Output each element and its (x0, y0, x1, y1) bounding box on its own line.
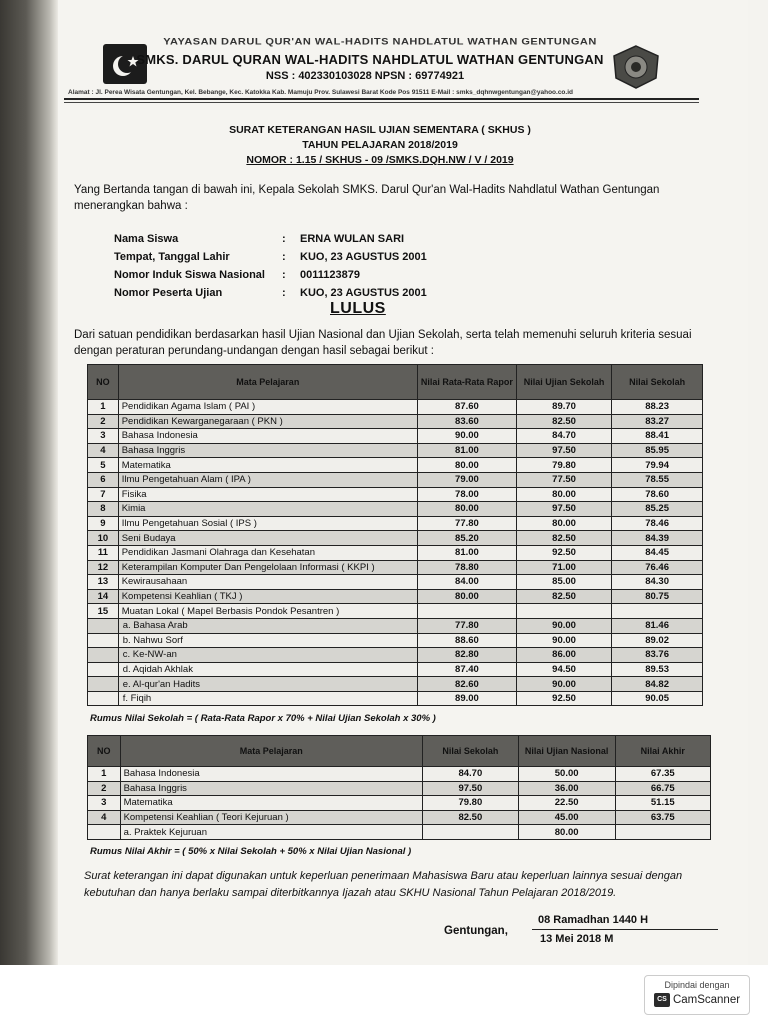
cell-subject: Pendidikan Jasmani Olahraga dan Kesehatan (118, 545, 417, 560)
final-grades-table (87, 735, 711, 840)
cell-report-avg: 81.00 (417, 545, 516, 560)
school-ids: NSS : 402330103028 NPSN : 69774921 (265, 70, 465, 82)
closing-text: Surat keterangan ini dapat digunakan untuk keperluan penerimaan Mahasiswa Baru atau keperluan lainnya sesuai dengan kebutuhan dan hanya berlaku sampai diterbitkannya Ijazah atau SKHU Nasional Tahun Pelajaran 2018/2019. (84, 870, 683, 899)
cell-school-grade: 83.27 (612, 414, 703, 429)
cell-subject: Pendidikan Agama Islam ( PAI ) (118, 400, 417, 415)
cell-final-grade: 51.15 (615, 796, 710, 811)
cell-report-avg: 87.40 (417, 662, 516, 677)
table-row (88, 487, 703, 502)
field-label: Tempat, Tanggal Lahir (114, 251, 230, 263)
cell-subject: Ilmu Pengetahuan Alam ( IPA ) (118, 472, 417, 487)
cell-school-grade: 84.70 (422, 767, 518, 782)
cell-school-grade: 84.30 (612, 575, 703, 590)
cell-school-grade: 81.46 (612, 618, 703, 633)
table-row (88, 560, 703, 575)
table-row (88, 810, 711, 825)
col-header: Mata Pelajaran (120, 736, 422, 767)
cell-report-avg: 83.60 (417, 414, 516, 429)
cell-report-avg: 88.60 (417, 633, 516, 648)
cell-report-avg: 80.00 (417, 458, 516, 473)
cell-report-avg: 80.00 (417, 502, 516, 517)
cell-no: 10 (88, 531, 119, 546)
letterhead-divider-thin (64, 102, 699, 103)
table-subrow (88, 618, 703, 633)
table-row (88, 429, 703, 444)
cell-no: 12 (88, 560, 119, 575)
cell-subject: Matematika (120, 796, 422, 811)
cell-final-grade: 66.75 (615, 781, 710, 796)
field-label: Nama Siswa (114, 233, 179, 245)
cell-school-grade: 82.50 (422, 810, 518, 825)
letterhead-divider (64, 98, 699, 100)
cell-school-grade: 78.46 (612, 516, 703, 531)
result-paragraph: Dari satuan pendidikan berdasarkan hasil Ujian Nasional dan Ujian Sekolah, serta telah memenuhi seluruh kriteria sesuai dengan peraturan perundang-undangan dengan hasil sebagai berikut : (74, 329, 692, 357)
cell-report-avg: 80.00 (417, 589, 516, 604)
cell-school-exam: 71.00 (516, 560, 611, 575)
cell-subject: f. Fiqih (118, 691, 417, 706)
camscanner-icon: CS (654, 993, 670, 1007)
cell-school-grade: 79.80 (422, 796, 518, 811)
cell-no: 15 (88, 604, 119, 619)
table-row (88, 400, 703, 415)
col-header: Nilai Sekolah (612, 365, 703, 400)
cell-subject: Bahasa Inggris (118, 443, 417, 458)
col-header: Mata Pelajaran (118, 365, 417, 400)
field-colon: : (282, 251, 286, 263)
field-label: Nomor Peserta Ujian (114, 287, 223, 299)
school-address: Alamat : Jl. Perea Wisata Gentungan, Kel. Bebange, Kec. Katokka Kab. Mamuju Prov. Sulawesi Barat Kode Pos 91511 E-Mail : smks_dqhnwgentungan@yahoo.co.id (68, 89, 573, 96)
cell-no (88, 648, 119, 663)
cell-report-avg: 77.80 (417, 618, 516, 633)
intro-text: Yang Bertanda tangan di bawah ini, Kepala Sekolah SMKS. Darul Qur'an Wal-Hadits Nahdlatul Wathan Gentungan menerangkan bahwa : (74, 184, 660, 212)
cell-school-grade: 90.05 (612, 691, 703, 706)
table-row (88, 575, 703, 590)
cell-no: 3 (88, 429, 119, 444)
table-subrow (88, 662, 703, 677)
cell-report-avg: 84.00 (417, 575, 516, 590)
page-edge-shadow (0, 0, 58, 1024)
cell-no (88, 691, 119, 706)
grades-table-body (88, 400, 703, 706)
cell-no (88, 825, 121, 840)
col-header: NO (88, 365, 119, 400)
cell-no: 4 (88, 810, 121, 825)
cell-school-grade: 88.41 (612, 429, 703, 444)
cell-subject: Kimia (118, 502, 417, 517)
cell-subject: Kewirausahaan (118, 575, 417, 590)
cell-school-exam (516, 604, 611, 619)
cell-no: 1 (88, 400, 119, 415)
col-header: NO (88, 736, 121, 767)
cell-school-exam: 82.50 (516, 589, 611, 604)
cell-final-grade (615, 825, 710, 840)
camscanner-watermark (644, 975, 750, 1015)
cell-school-grade: 79.94 (612, 458, 703, 473)
cell-school-grade: 76.46 (612, 560, 703, 575)
cell-school-exam: 90.00 (516, 677, 611, 692)
field-value: KUO, 23 AGUSTUS 2001 (300, 251, 427, 263)
cell-school-exam: 97.50 (516, 443, 611, 458)
col-header: Nilai Ujian Nasional (518, 736, 615, 767)
table-subrow (88, 691, 703, 706)
signature-date-hijri: 08 Ramadhan 1440 H (538, 914, 649, 926)
col-header: Nilai Sekolah (422, 736, 518, 767)
grades-table (87, 364, 703, 706)
formula-final-grade: Rumus Nilai Akhir = ( 50% x Nilai Sekolah + 50% x Nilai Ujian Nasional ) (90, 846, 412, 857)
table-row (88, 796, 711, 811)
cell-subject: Kompetensi Keahlian ( TKJ ) (118, 589, 417, 604)
cell-school-exam: 92.50 (516, 691, 611, 706)
cell-no: 7 (88, 487, 119, 502)
final-grades-table-body (88, 767, 711, 840)
cell-school-exam: 77.50 (516, 472, 611, 487)
cell-school-grade: 84.39 (612, 531, 703, 546)
cell-report-avg: 89.00 (417, 691, 516, 706)
cell-no: 2 (88, 781, 121, 796)
table-row (88, 781, 711, 796)
cell-school-grade: 89.02 (612, 633, 703, 648)
cell-no: 1 (88, 767, 121, 782)
cell-school-grade (612, 604, 703, 619)
cell-school-grade: 88.23 (612, 400, 703, 415)
field-value: 0011123879 (300, 269, 360, 281)
field-value: ERNA WULAN SARI (300, 233, 405, 245)
result-status: LULUS (330, 300, 386, 317)
table-subrow (88, 677, 703, 692)
formula-school-grade: Rumus Nilai Sekolah = ( Rata-Rata Rapor x 70% + Nilai Ujian Sekolah x 30% ) (90, 713, 436, 724)
cell-national-exam: 36.00 (518, 781, 615, 796)
cell-report-avg: 78.00 (417, 487, 516, 502)
cell-school-grade: 97.50 (422, 781, 518, 796)
cell-no: 9 (88, 516, 119, 531)
cell-subject: a. Bahasa Arab (118, 618, 417, 633)
cell-school-exam: 97.50 (516, 502, 611, 517)
cell-school-grade: 84.82 (612, 677, 703, 692)
cell-school-grade: 85.25 (612, 502, 703, 517)
cell-subject: b. Nahwu Sorf (118, 633, 417, 648)
table-header-row (88, 365, 703, 400)
col-header: Nilai Rata-Rata Rapor (417, 365, 516, 400)
cell-report-avg: 78.80 (417, 560, 516, 575)
table-row (88, 604, 703, 619)
cell-subject: c. Ke-NW-an (118, 648, 417, 663)
cell-school-grade: 84.45 (612, 545, 703, 560)
cell-no (88, 618, 119, 633)
school-logo-right (610, 44, 662, 90)
cell-report-avg: 82.60 (417, 677, 516, 692)
student-field (114, 248, 560, 266)
cell-final-grade: 63.75 (615, 810, 710, 825)
cell-no: 14 (88, 589, 119, 604)
cell-school-grade: 78.60 (612, 487, 703, 502)
document-title: SURAT KETERANGAN HASIL UJIAN SEMENTARA ( SKHUS ) (229, 124, 531, 136)
cell-school-grade: 89.53 (612, 662, 703, 677)
cell-school-grade: 80.75 (612, 589, 703, 604)
table-row (88, 472, 703, 487)
watermark-caption: Dipindai dengan (664, 980, 730, 990)
cell-national-exam: 50.00 (518, 767, 615, 782)
cell-no: 4 (88, 443, 119, 458)
cell-report-avg (417, 604, 516, 619)
cell-school-grade (422, 825, 518, 840)
cell-no (88, 662, 119, 677)
cell-subject: Keterampilan Komputer Dan Pengelolaan Informasi ( KKPI ) (118, 560, 417, 575)
table-header-row (88, 736, 711, 767)
cell-subject: Kompetensi Keahlian ( Teori Kejuruan ) (120, 810, 422, 825)
table-row (88, 458, 703, 473)
cell-school-exam: 84.70 (516, 429, 611, 444)
cell-school-grade: 78.55 (612, 472, 703, 487)
field-label: Nomor Induk Siswa Nasional (114, 269, 265, 281)
cell-subject: Bahasa Indonesia (118, 429, 417, 444)
document-year: TAHUN PELAJARAN 2018/2019 (302, 139, 458, 151)
cell-school-exam: 86.00 (516, 648, 611, 663)
cell-school-exam: 82.50 (516, 414, 611, 429)
cell-subject: e. Al-qur'an Hadits (118, 677, 417, 692)
cell-school-grade: 83.76 (612, 648, 703, 663)
cell-subject: Ilmu Pengetahuan Sosial ( IPS ) (118, 516, 417, 531)
table-row (88, 516, 703, 531)
watermark-brand: CamScanner (672, 994, 741, 1006)
cell-subject: Bahasa Inggris (120, 781, 422, 796)
table-row (88, 531, 703, 546)
table-row (88, 443, 703, 458)
cell-report-avg: 87.60 (417, 400, 516, 415)
field-colon: : (282, 233, 286, 245)
cell-no: 6 (88, 472, 119, 487)
cell-no (88, 633, 119, 648)
cell-report-avg: 90.00 (417, 429, 516, 444)
signature-date-gregorian: 13 Mei 2018 M (540, 933, 614, 945)
cell-national-exam: 45.00 (518, 810, 615, 825)
document-number: NOMOR : 1.15 / SKHUS - 09 /SMKS.DQH.NW / V / 2019 (246, 154, 514, 166)
cell-school-exam: 89.70 (516, 400, 611, 415)
table-row (88, 589, 703, 604)
cell-report-avg: 85.20 (417, 531, 516, 546)
cell-no: 5 (88, 458, 119, 473)
table-row (88, 767, 711, 782)
student-field (114, 266, 560, 284)
field-colon: : (282, 269, 286, 281)
col-header: Nilai Ujian Sekolah (516, 365, 611, 400)
cell-subject: Bahasa Indonesia (120, 767, 422, 782)
student-info (114, 230, 560, 302)
cell-report-avg: 77.80 (417, 516, 516, 531)
cell-subject: Muatan Lokal ( Mapel Berbasis Pondok Pesantren ) (118, 604, 417, 619)
cell-school-exam: 85.00 (516, 575, 611, 590)
cell-report-avg: 82.80 (417, 648, 516, 663)
cell-subject: Fisika (118, 487, 417, 502)
signature-place: Gentungan, (444, 925, 508, 937)
cell-school-exam: 80.00 (516, 516, 611, 531)
cell-school-exam: 94.50 (516, 662, 611, 677)
cell-school-grade: 85.95 (612, 443, 703, 458)
cell-subject: Matematika (118, 458, 417, 473)
cell-no: 2 (88, 414, 119, 429)
col-header: Nilai Akhir (615, 736, 710, 767)
foundation-name: YAYASAN DARUL QUR'AN WAL-HADITS NAHDLATUL WATHAN GENTUNGAN (163, 36, 597, 48)
cell-school-exam: 92.50 (516, 545, 611, 560)
date-divider (532, 929, 718, 930)
field-colon: : (282, 287, 286, 299)
cell-school-exam: 79.80 (516, 458, 611, 473)
cell-school-exam: 82.50 (516, 531, 611, 546)
cell-subject: d. Aqidah Akhlak (118, 662, 417, 677)
cell-national-exam: 80.00 (518, 825, 615, 840)
cell-school-exam: 80.00 (516, 487, 611, 502)
cell-no: 8 (88, 502, 119, 517)
cell-subject: Pendidikan Kewarganegaraan ( PKN ) (118, 414, 417, 429)
table-row (88, 545, 703, 560)
cell-no: 11 (88, 545, 119, 560)
cell-school-exam: 90.00 (516, 633, 611, 648)
cell-national-exam: 22.50 (518, 796, 615, 811)
cell-final-grade: 67.35 (615, 767, 710, 782)
cell-no: 13 (88, 575, 119, 590)
cell-school-exam: 90.00 (516, 618, 611, 633)
student-field (114, 230, 560, 248)
table-subrow (88, 633, 703, 648)
table-row (88, 825, 711, 840)
school-name: SMKS. DARUL QURAN WAL-HADITS NAHDLATUL WATHAN GENTUNGAN (136, 52, 604, 67)
cell-subject: Seni Budaya (118, 531, 417, 546)
cell-report-avg: 79.00 (417, 472, 516, 487)
table-subrow (88, 648, 703, 663)
cell-subject: a. Praktek Kejuruan (120, 825, 422, 840)
cell-report-avg: 81.00 (417, 443, 516, 458)
cell-no: 3 (88, 796, 121, 811)
table-row (88, 414, 703, 429)
field-value: KUO, 23 AGUSTUS 2001 (300, 287, 427, 299)
table-row (88, 502, 703, 517)
cell-no (88, 677, 119, 692)
